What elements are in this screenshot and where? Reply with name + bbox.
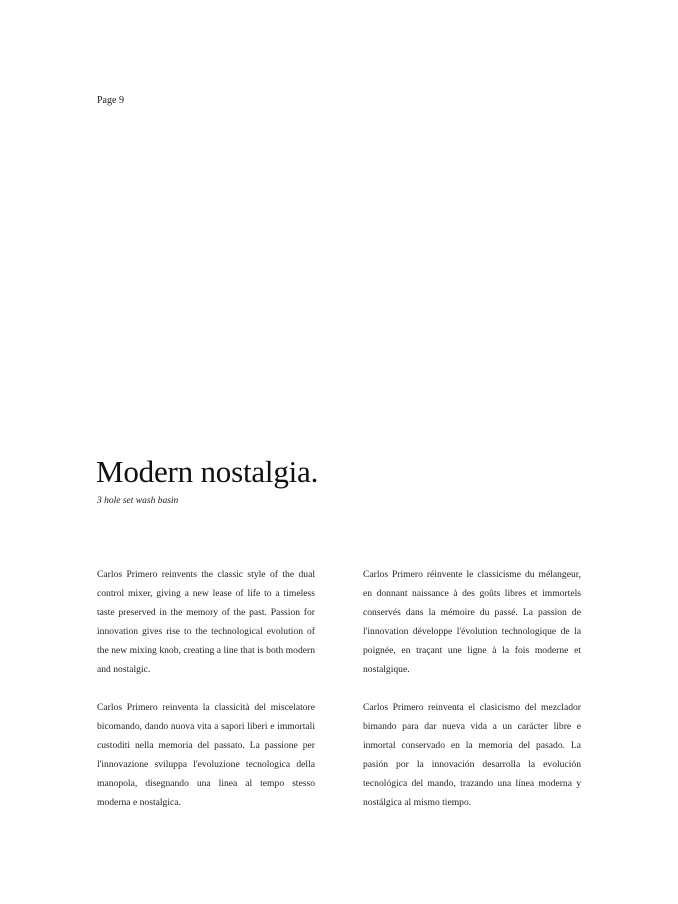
paragraph-italian: Carlos Primero reinventa la classicità del miscelatore bicomando, dando nuova vita a sapori liberi e immortali custoditi nella memoria del passato. La passione per l'innovazione sviluppa l'evoluzione tecnologica della manopola, disegnando una linea al tempo stesso moderna e nostalgica. [97, 702, 315, 808]
paragraph-spanish: Carlos Primero reinventa el clasicismo del mezclador bimando para dar nueva vida a un carácter libre e inmortal conservado en la memoria del pasado. La pasión por la innovación desarrolla la evolución tecnológica del mando, trazando una línea moderna y nostálgica al mismo tiempo. [363, 702, 581, 808]
product-subtitle: 3 hole set wash basin [97, 496, 179, 506]
paragraph-english: Carlos Primero reinvents the classic style of the dual control mixer, giving a new lease of life to a timeless taste preserved in the memory of the past. Passion for innovation gives rise to the technological evolution of the new mixing knob, creating a line that is both modern and nostalgic. [97, 569, 315, 675]
page-title: Modern nostalgia. [96, 454, 319, 489]
page-number: Page 9 [97, 95, 124, 106]
paragraph-french: Carlos Primero réinvente le classicisme du mélangeur, en donnant naissance à des goûts libres et immortels conservés dans la mémoire du passé. La passion de l'innovation développe l'évolution technologique de la poignée, en traçant une ligne à la fois moderne et nostalgique. [363, 569, 581, 675]
